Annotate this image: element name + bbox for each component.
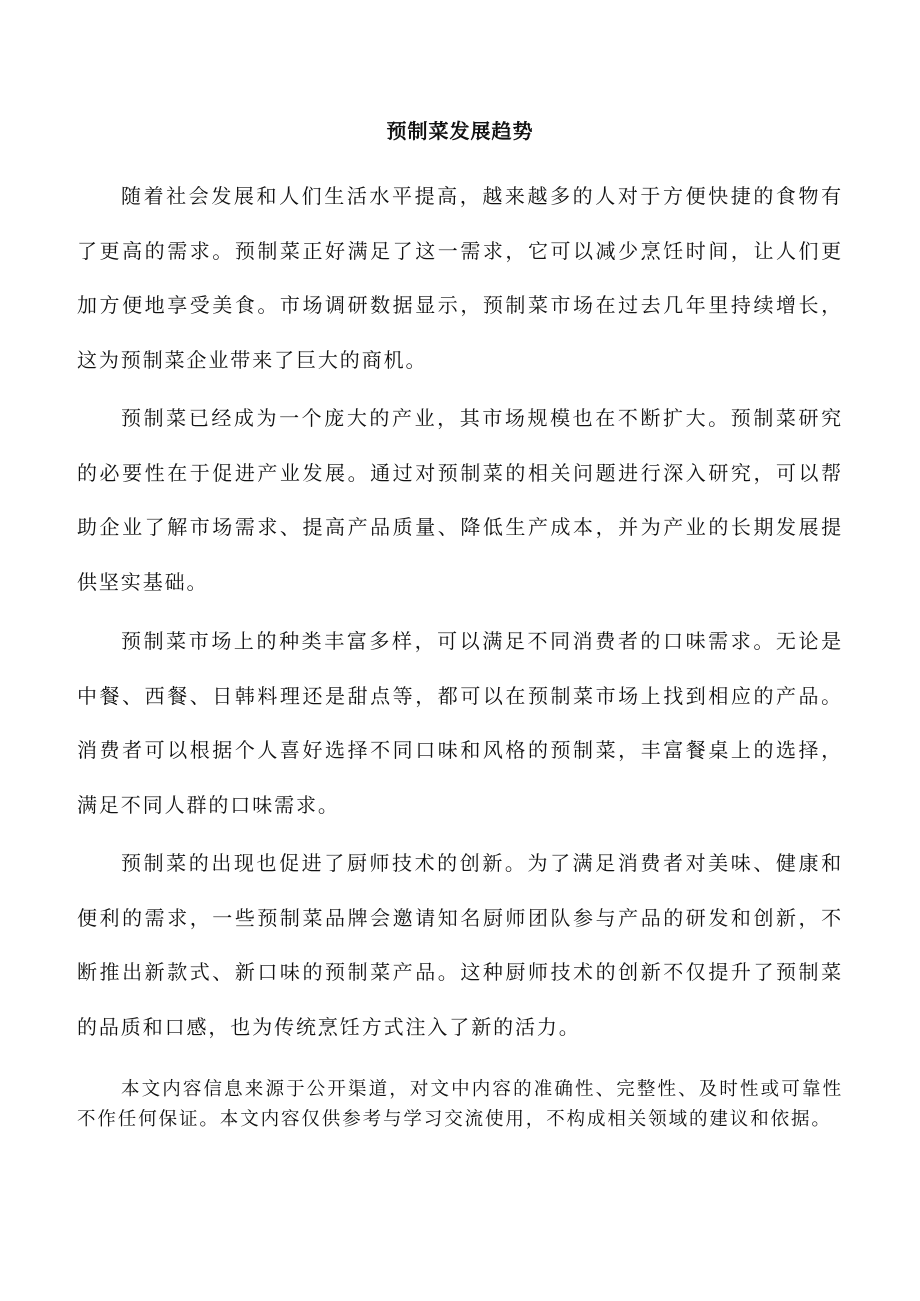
- paragraph-3: 预制菜市场上的种类丰富多样，可以满足不同消费者的口味需求。无论是中餐、西餐、日韩料理还是甜点等，都可以在预制菜市场上找到相应的产品。消费者可以根据个人喜好选择不同口味和风格的预制菜，丰富餐桌上的选择，满足不同人群的口味需求。: [77, 629, 843, 817]
- disclaimer-paragraph: 本文内容信息来源于公开渠道，对文中内容的准确性、完整性、及时性或可靠性不作任何保证。本文内容仅供参考与学习交流使用，不构成相关领域的建议和依据。: [77, 1079, 843, 1130]
- paragraph-4: 预制菜的出现也促进了厨师技术的创新。为了满足消费者对美味、健康和便利的需求，一些预制菜品牌会邀请知名厨师团队参与产品的研发和创新，不断推出新款式、新口味的预制菜产品。这种厨师技术的创新不仅提升了预制菜的品质和口感，也为传统烹饪方式注入了新的活力。: [77, 851, 843, 1039]
- paragraph-1: 随着社会发展和人们生活水平提高，越来越多的人对于方便快捷的食物有了更高的需求。预制菜正好满足了这一需求，它可以减少烹饪时间，让人们更加方便地享受美食。市场调研数据显示，预制菜市场在过去几年里持续增长，这为预制菜企业带来了巨大的商机。: [77, 184, 843, 372]
- document-title: 预制菜发展趋势: [386, 119, 534, 143]
- paragraph-2: 预制菜已经成为一个庞大的产业，其市场规模也在不断扩大。预制菜研究的必要性在于促进产业发展。通过对预制菜的相关问题进行深入研究，可以帮助企业了解市场需求、提高产品质量、降低生产成本，并为产业的长期发展提供坚实基础。: [77, 406, 843, 594]
